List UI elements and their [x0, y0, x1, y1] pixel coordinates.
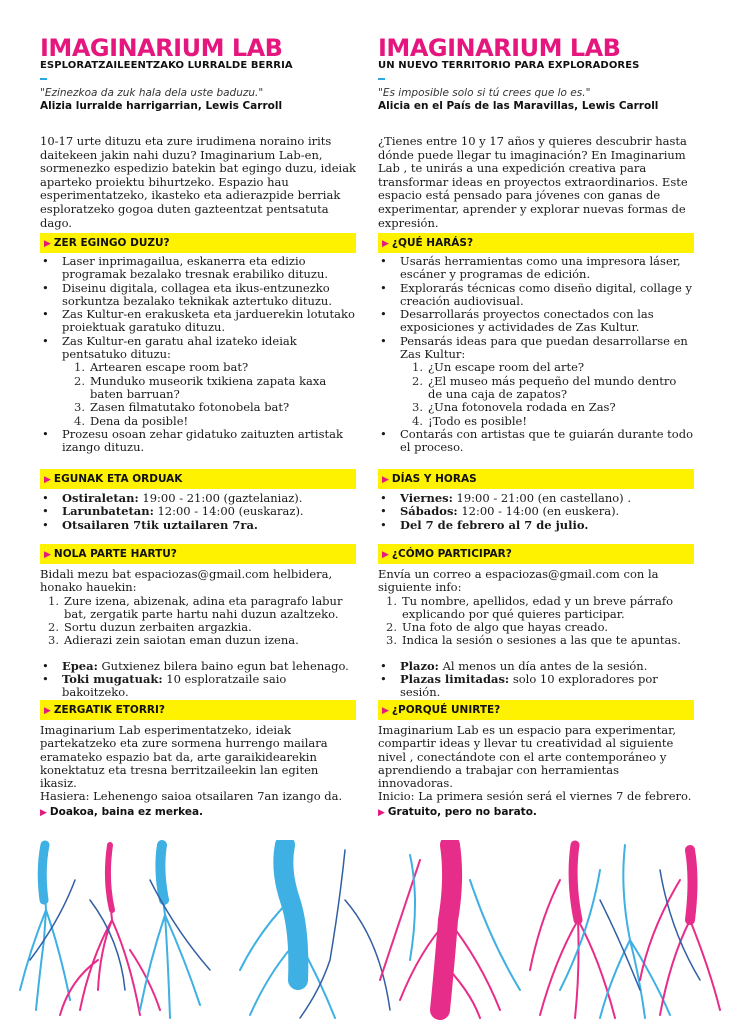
numbered-item-text: ¿El museo más pequeño del mundo dentro de una caja de zapatos? [428, 373, 677, 401]
triangle-right-icon: ▶ [378, 808, 385, 818]
item-number: 2. [48, 620, 59, 635]
intro-paragraph: 10-17 urte dituzu eta zure irudimena noraino irits daitekeen jakin nahi duzu? Imaginarium Lab-en, sormenezko espedizio batekin bat egingo duzu, ideiak aparteko proiektu bihurtzeko. Espazio hau esperimentatzeko, ikasteko eta adierazpide berriak esploratzeko gogoa duten gazteentzat pentsatuta dago. [40, 134, 357, 230]
subtitle: ESPLORATZAILEENTZAKO LURRALDE BERRIA [40, 60, 293, 71]
triangle-right-icon: ▶ [44, 706, 51, 716]
item-number: 2. [386, 620, 397, 635]
section-heading-label: ZER EGINGO DUZU? [53, 237, 170, 249]
price-note-text: Doakoa, baina ez merkea. [49, 806, 204, 818]
list-item-text: 12:00 - 14:00 (euskaraz). [153, 504, 304, 519]
bullet-dot-icon: • [42, 426, 49, 441]
list-item [378, 519, 694, 532]
item-number: 3. [386, 633, 397, 648]
bullet-dot-icon: • [380, 672, 387, 687]
triangle-right-icon: ▶ [40, 808, 47, 818]
section-heading-what [378, 233, 694, 253]
quote-author: Alizia lurralde harrigarrian, Lewis Carroll [40, 100, 283, 112]
list-item-bold: Ostiraletan: [62, 491, 139, 505]
item-number: 3. [412, 400, 423, 415]
bullet-dot-icon: • [42, 254, 49, 268]
bullet-dot-icon: • [42, 672, 49, 687]
triangle-right-icon: ▶ [44, 239, 51, 249]
list-item [378, 492, 694, 505]
price-note [40, 806, 203, 818]
item-number: 2. [412, 373, 423, 388]
list-item [40, 255, 356, 282]
list-item-text: 19:00 - 21:00 (en castellano) . [452, 491, 631, 505]
numbered-item [48, 621, 356, 634]
section-heading-why [40, 700, 356, 720]
section-schedule [40, 492, 356, 532]
list-item-text: Explorarás técnicas como diseño digital, collage y creación audiovisual. [400, 280, 692, 308]
section-heading-label: EGUNAK ETA ORDUAK [53, 473, 183, 485]
list-item [378, 505, 694, 518]
roots-group-middle [240, 845, 520, 1018]
numbered-item-text: ¿Una fotonovela rodada en Zas? [428, 400, 616, 415]
title: IMAGINARIUM LAB [378, 34, 621, 62]
list-item-text: Desarrollarás proyectos conectados con las exposiciones y actividades de Zas Kultur. [400, 307, 654, 335]
subtitle: UN NUEVO TERRITORIO PARA EXPLORADORES [378, 60, 640, 71]
bullet-dot-icon: • [42, 280, 49, 295]
item-number: 2. [74, 373, 85, 388]
section-heading-label: ¿QUÉ HARÁS? [391, 237, 474, 249]
quote: "Ezinezkoa da zuk hala dela uste baduzu." [40, 87, 264, 99]
numbered-item-text: Indica la sesión o sesiones a las que te apuntas. [402, 633, 681, 648]
list-item-bold: Plazo: [400, 658, 439, 673]
numbered-item [412, 361, 694, 374]
section-heading-schedule [378, 469, 694, 489]
list-item-text: 10 esploratzaile saio bakoitzeko. [62, 672, 287, 700]
section-heading-label: DÍAS Y HORAS [391, 473, 477, 485]
list-item [40, 492, 356, 505]
numbered-item [74, 415, 356, 428]
list-item-text: Usarás herramientas como una impresora láser, escáner y programas de edición. [400, 254, 681, 282]
numbered-item [412, 415, 694, 428]
quote: "Es imposible solo si tú crees que lo es." [378, 87, 591, 99]
section-what [40, 255, 356, 454]
triangle-right-icon: ▶ [382, 550, 389, 560]
list-item [40, 282, 356, 309]
numbered-item [412, 401, 694, 414]
bullet-dot-icon: • [380, 658, 387, 673]
start-date: Inicio: La primera sesión será el viernes 7 de febrero. [378, 789, 692, 804]
bullet-dot-icon: • [380, 491, 387, 505]
numbered-item [412, 375, 694, 402]
section-heading-participate [40, 544, 356, 564]
bullet-dot-icon: • [380, 254, 387, 268]
item-number: 4. [74, 413, 85, 428]
list-item [378, 660, 694, 673]
list-item-bold: Del 7 de febrero al 7 de julio. [400, 517, 589, 532]
list-item-text: Zas Kultur-en garatu ahal izateko ideiak pentsatuko dituzu: [62, 333, 297, 362]
price-note [378, 806, 537, 818]
list-item [378, 673, 694, 700]
section-heading-what [40, 233, 356, 253]
intro-paragraph: ¿Tienes entre 10 y 17 años y quieres descubrir hasta dónde puede llegar tu imaginación? En Imaginarium Lab , te unirás a una expedición creativa para transformar ideas en proyectos extraordinarios. Este espacio está pensado para jóvenes con ganas de experimentar, aprender y explorar nuevas formas de expresión. [378, 134, 688, 230]
list-item-text: 19:00 - 21:00 (gaztelaniaz). [138, 491, 303, 505]
item-number: 3. [74, 400, 85, 415]
section-what [378, 255, 694, 454]
list-item [40, 335, 356, 428]
bullet-dot-icon: • [42, 658, 49, 673]
numbered-item-text: Artearen escape room bat? [90, 360, 249, 375]
list-item [378, 428, 694, 455]
bullet-dot-icon: • [380, 517, 387, 532]
numbered-item [386, 595, 694, 622]
numbered-item [48, 595, 356, 622]
triangle-right-icon: ▶ [44, 550, 51, 560]
numbered-item-text: ¿Un escape room del arte? [428, 360, 585, 375]
numbered-item-text: Zasen filmatutako fotonobela bat? [90, 400, 290, 415]
bullet-dot-icon: • [42, 333, 49, 348]
section-why [378, 724, 694, 804]
list-item-text: Contarás con artistas que te guiarán durante todo el proceso. [400, 426, 694, 455]
list-item-text: 12:00 - 14:00 (en euskera). [457, 504, 620, 519]
list-item-text: Pensarás ideas para que puedan desarrollarse en Zas Kultur: [400, 333, 688, 362]
list-item [378, 282, 694, 309]
numbered-item-text: Una foto de algo que hayas creado. [402, 620, 609, 635]
item-number: 1. [412, 360, 423, 375]
list-item-bold: Larunbatetan: [62, 504, 154, 519]
section-heading-label: ZERGATIK ETORRI? [53, 704, 166, 716]
title: IMAGINARIUM LAB [40, 34, 283, 62]
list-item-text: Diseinu digitala, collagea eta ikus-entzunezko sorkuntza bezalako teknikak aztertuko dituzu. [62, 280, 332, 308]
bullet-dot-icon: • [380, 426, 387, 441]
numbered-item [386, 621, 694, 634]
section-participate [40, 568, 356, 700]
list-item-text: solo 10 exploradores por sesión. [400, 672, 658, 700]
triangle-right-icon: ▶ [44, 475, 51, 485]
bullet-dot-icon: • [42, 504, 49, 519]
item-number: 3. [48, 633, 59, 648]
list-item-bold: Epea: [62, 658, 98, 673]
accent-dash [378, 78, 385, 80]
numbered-item [74, 401, 356, 414]
roots-group-left [20, 845, 210, 1018]
list-item-text: Laser inprimagailua, eskanerra eta edizio programak bezalako tresnak erabiliko dituzu. [62, 254, 329, 282]
section-heading-participate [378, 544, 694, 564]
list-item-text: Gutxienez bilera baino egun bat lehenago. [97, 658, 349, 673]
triangle-right-icon: ▶ [382, 475, 389, 485]
numbered-item-text: ¡Todo es posible! [428, 413, 527, 428]
column-spanish [378, 34, 694, 818]
item-number: 1. [48, 593, 59, 608]
numbered-item-text: Dena da posible! [90, 413, 189, 428]
bullet-dot-icon: • [380, 280, 387, 295]
list-item [40, 505, 356, 518]
list-item [378, 308, 694, 335]
list-item [40, 673, 356, 700]
section-heading-label: NOLA PARTE HARTU? [53, 548, 177, 560]
triangle-right-icon: ▶ [382, 239, 389, 249]
numbered-item [74, 375, 356, 402]
section-heading-label: ¿PORQUÉ UNIRTE? [391, 704, 501, 716]
numbered-item-text: Sortu duzun zerbaiten argazkia. [64, 620, 252, 635]
list-item [378, 335, 694, 428]
bullet-dot-icon: • [380, 504, 387, 519]
section-why [40, 724, 356, 804]
list-item [40, 308, 356, 335]
list-item-text: Zas Kultur-en erakusketa eta jarduerekin lotutako proiektuak garatuko dituzu. [62, 307, 355, 335]
section-schedule [378, 492, 694, 532]
bullet-dot-icon: • [42, 307, 49, 322]
roots-illustration [0, 840, 735, 1024]
bullet-dot-icon: • [42, 517, 49, 532]
participate-intro: Envía un correo a espaciozas@gmail.com con la siguiente info: [378, 567, 659, 595]
participate-intro: Bidali mezu bat espaciozas@gmail.com helbidera, honako hauekin: [40, 567, 333, 595]
list-item [378, 255, 694, 282]
quote-author: Alicia en el País de las Maravillas, Lewis Carroll [378, 100, 659, 112]
section-participate [378, 568, 694, 700]
item-number: 4. [412, 413, 423, 428]
section-heading-label: ¿CÓMO PARTICIPAR? [391, 548, 512, 560]
section-heading-why [378, 700, 694, 720]
numbered-item-text: Tu nombre, apellidos, edad y un breve párrafo explicando por qué quieres participar. [402, 593, 674, 621]
list-item-bold: Plazas limitadas: [400, 672, 510, 687]
why-paragraph: Imaginarium Lab esperimentatzeko, ideiak partekatzeko eta zure sormena hurrengo mailara eramateko espazio bat da, arte garaikidearekin konektatuz eta tresna berritzaileekin lan egiten ikasiz. [40, 723, 328, 791]
column-basque [40, 34, 357, 818]
price-note-text: Gratuito, pero no barato. [387, 806, 537, 818]
list-item-bold: Otsailaren 7tik uztailaren 7ra. [62, 517, 258, 532]
bullet-dot-icon: • [380, 333, 387, 348]
why-paragraph: Imaginarium Lab es un espacio para experimentar, compartir ideas y llevar tu creatividad al siguiente nivel , conectándote con el arte contemporáneo y aprendiendo a trabajar con herramientas innovadoras. [378, 723, 677, 791]
list-item-bold: Toki mugatuak: [62, 672, 163, 687]
list-item-bold: Viernes: [400, 491, 453, 505]
list-item-text: Prozesu osoan zehar gidatuko zaituzten artistak izango dituzu. [62, 426, 343, 455]
list-item-text: Al menos un día antes de la sesión. [438, 658, 648, 673]
numbered-item [386, 634, 694, 647]
numbered-item [74, 361, 356, 374]
numbered-item-text: Munduko museorik txikiena zapata kaxa baten barruan? [90, 373, 327, 401]
triangle-right-icon: ▶ [382, 706, 389, 716]
numbered-item-text: Zure izena, abizenak, adina eta paragrafo labur bat, zergatik parte hartu nahi duzun azaltzeko. [64, 593, 343, 621]
section-heading-schedule [40, 469, 356, 489]
bullet-dot-icon: • [380, 307, 387, 322]
numbered-item [48, 634, 356, 647]
list-item [40, 519, 356, 532]
start-date: Hasiera: Lehenengo saioa otsailaren 7an izango da. [40, 789, 343, 804]
item-number: 1. [386, 593, 397, 608]
list-item [40, 660, 356, 673]
roots-group-right [530, 845, 720, 1018]
item-number: 1. [74, 360, 85, 375]
list-item-bold: Sábados: [400, 504, 458, 519]
numbered-item-text: Adierazi zein saiotan eman duzun izena. [64, 633, 299, 648]
list-item [40, 428, 356, 455]
accent-dash [40, 78, 47, 80]
bullet-dot-icon: • [42, 491, 49, 505]
